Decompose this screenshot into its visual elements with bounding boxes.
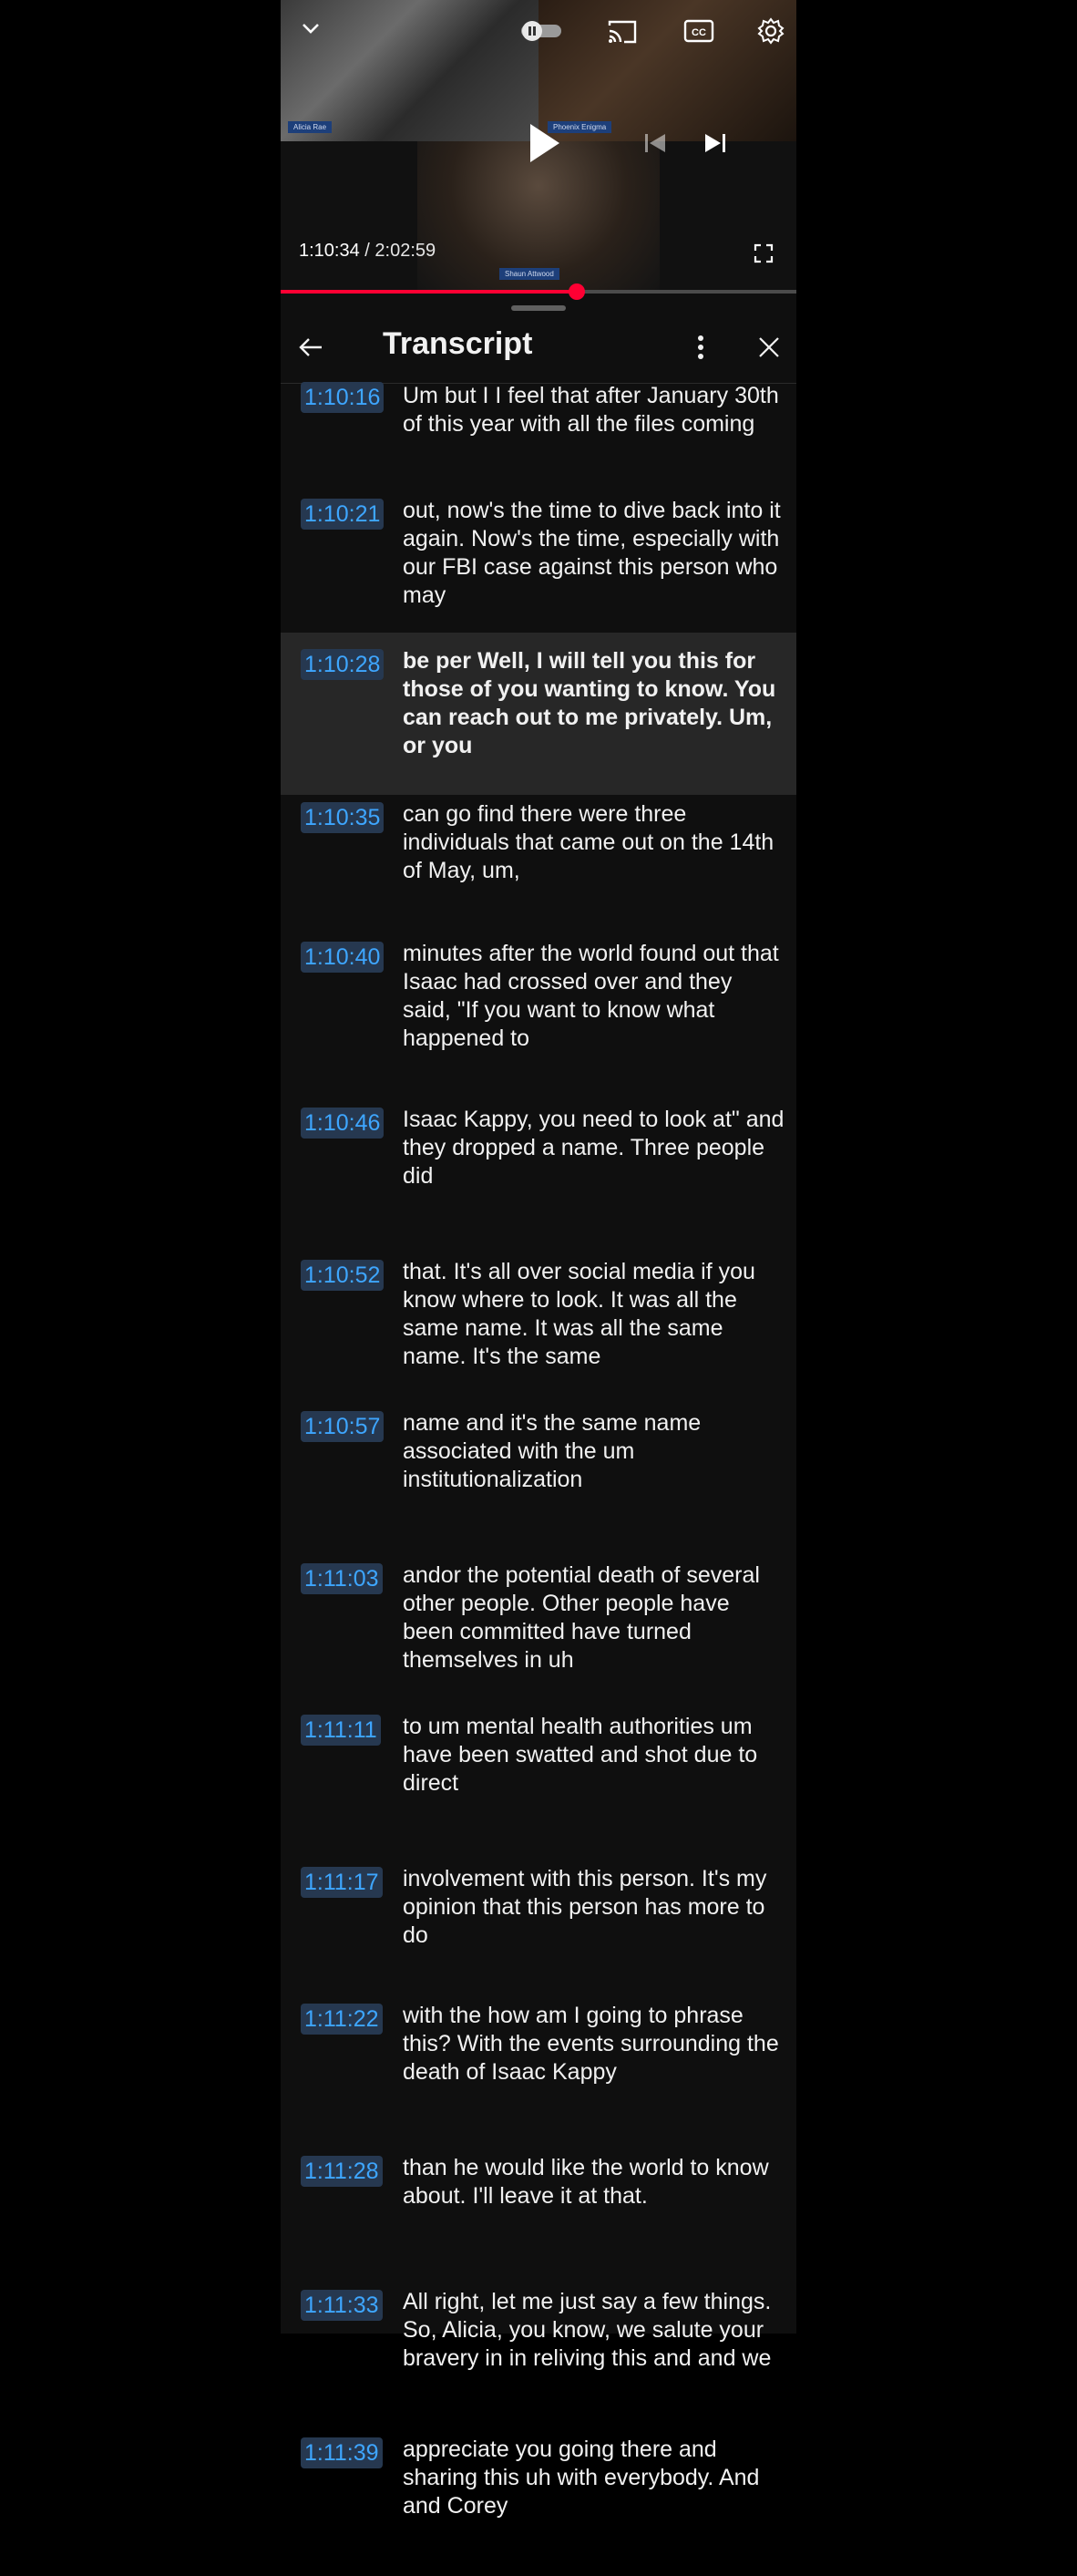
transcript-segment[interactable] xyxy=(281,2148,796,2258)
svg-text:CC: CC xyxy=(692,27,706,38)
app-screen xyxy=(281,0,796,2519)
panel-drag-handle[interactable] xyxy=(511,305,566,311)
timestamp-chip[interactable]: 1:10:57 xyxy=(301,1411,384,1442)
transcript-text: can go find there were three individuals that came out on the 14th of May, um, xyxy=(403,801,774,883)
current-time: 1:10:34 xyxy=(299,241,360,261)
timestamp-chip[interactable]: 1:10:16 xyxy=(301,382,384,413)
transcript-header xyxy=(281,314,796,381)
timestamp-chip[interactable]: 1:11:17 xyxy=(301,1867,383,1898)
transcript-segment[interactable] xyxy=(281,1860,796,1996)
time-separator: / xyxy=(359,241,375,261)
transcript-text: out, now's the time to dive back into it again. Now's the time, especially with our FBI case against this person who may xyxy=(403,498,781,608)
timestamp-chip[interactable]: 1:11:11 xyxy=(301,1715,381,1746)
transcript-text: than he would like the world to know about. I'll leave it at that. xyxy=(403,2155,769,2209)
timestamp-chip[interactable]: 1:10:52 xyxy=(301,1260,384,1291)
cast-icon[interactable] xyxy=(607,18,638,46)
transcript-segment[interactable] xyxy=(281,633,796,795)
timestamp-chip[interactable]: 1:11:33 xyxy=(301,2290,383,2321)
timestamp-chip[interactable]: 1:11:28 xyxy=(301,2156,383,2187)
timestamp-chip[interactable]: 1:11:39 xyxy=(301,2437,383,2468)
panel-title: Transcript xyxy=(383,326,533,361)
seek-bar-played xyxy=(281,290,577,294)
transcript-text: be per Well, I will tell you this for those of you wanting to know. You can reach out to me privately. Um, or you xyxy=(403,648,776,758)
transcript-text: All right, let me just say a few things. So, Alicia, you know, we salute your bravery in in reliving this and and we xyxy=(403,2289,772,2371)
close-icon[interactable] xyxy=(752,330,786,365)
transcript-text: involvement with this person. It's my opinion that this person has more to do xyxy=(403,1866,767,1948)
transcript-segment[interactable] xyxy=(281,1707,796,1844)
next-icon[interactable] xyxy=(702,131,729,155)
transcript-text: with the how am I going to phrase this? With the events surrounding the death of Isaac Kappy xyxy=(403,2003,779,2085)
transcript-segment[interactable] xyxy=(281,1252,796,1404)
timestamp-chip[interactable]: 1:11:22 xyxy=(301,2004,383,2035)
transcript-segment[interactable] xyxy=(281,934,796,1080)
transcript-segment[interactable] xyxy=(281,384,796,475)
transcript-segment[interactable] xyxy=(281,1556,796,1707)
time-readout xyxy=(299,241,436,262)
transcript-text: andor the potential death of several other people. Other people have been committed have turned themselves in uh xyxy=(403,1562,760,1673)
transcript-text: appreciate you going there and sharing this uh with everybody. And and Corey xyxy=(403,2437,760,2519)
more-vertical-icon[interactable] xyxy=(683,330,718,365)
timestamp-chip[interactable]: 1:10:28 xyxy=(301,649,384,680)
timestamp-chip[interactable]: 1:10:40 xyxy=(301,942,384,973)
fullscreen-icon[interactable] xyxy=(753,242,774,264)
participant-name-tag: Alicia Rae xyxy=(288,121,332,133)
duration: 2:02:59 xyxy=(374,241,436,261)
participant-name-tag: Phoenix Enigma xyxy=(548,121,611,133)
timestamp-chip[interactable]: 1:11:03 xyxy=(301,1563,383,1594)
timestamp-chip[interactable]: 1:10:35 xyxy=(301,802,384,833)
autoplay-toggle-icon[interactable] xyxy=(519,20,563,42)
transcript-segment[interactable] xyxy=(281,1996,796,2133)
transcript-segment[interactable] xyxy=(281,2282,796,2428)
transcript-segment[interactable] xyxy=(281,795,796,934)
participant-name-tag: Shaun Attwood xyxy=(499,268,559,280)
transcript-text: name and it's the same name associated with the um institutionalization xyxy=(403,1410,702,1492)
transcript-text: minutes after the world found out that Isaac had crossed over and they said, "If you want to know what happened to xyxy=(403,941,779,1051)
transcript-text: Um but I I feel that after January 30th of this year with all the files coming xyxy=(403,383,779,437)
transcript-segment[interactable] xyxy=(281,1100,796,1237)
transcript-text: that. It's all over social media if you know where to look. It was all the same name. It was all the same name. It's the same xyxy=(403,1259,755,1369)
video-player[interactable] xyxy=(281,0,796,290)
settings-gear-icon[interactable] xyxy=(756,16,785,46)
seek-bar-handle[interactable] xyxy=(569,283,585,300)
transcript-segment[interactable] xyxy=(281,1404,796,1540)
seek-bar[interactable] xyxy=(281,290,796,294)
collapse-chevron-icon[interactable] xyxy=(299,16,323,40)
play-icon[interactable] xyxy=(525,120,563,166)
transcript-text: to um mental health authorities um have been swatted and shot due to direct xyxy=(403,1714,758,1796)
captions-icon[interactable] xyxy=(683,18,714,44)
transcript-text: Isaac Kappy, you need to look at" and they dropped a name. Three people did xyxy=(403,1107,785,1189)
transcript-segment[interactable] xyxy=(281,491,796,642)
arrow-left-icon[interactable] xyxy=(293,330,328,365)
previous-icon[interactable] xyxy=(641,131,669,155)
timestamp-chip[interactable]: 1:10:46 xyxy=(301,1108,384,1139)
transcript-segment[interactable] xyxy=(281,2430,796,2576)
timestamp-chip[interactable]: 1:10:21 xyxy=(301,499,384,530)
